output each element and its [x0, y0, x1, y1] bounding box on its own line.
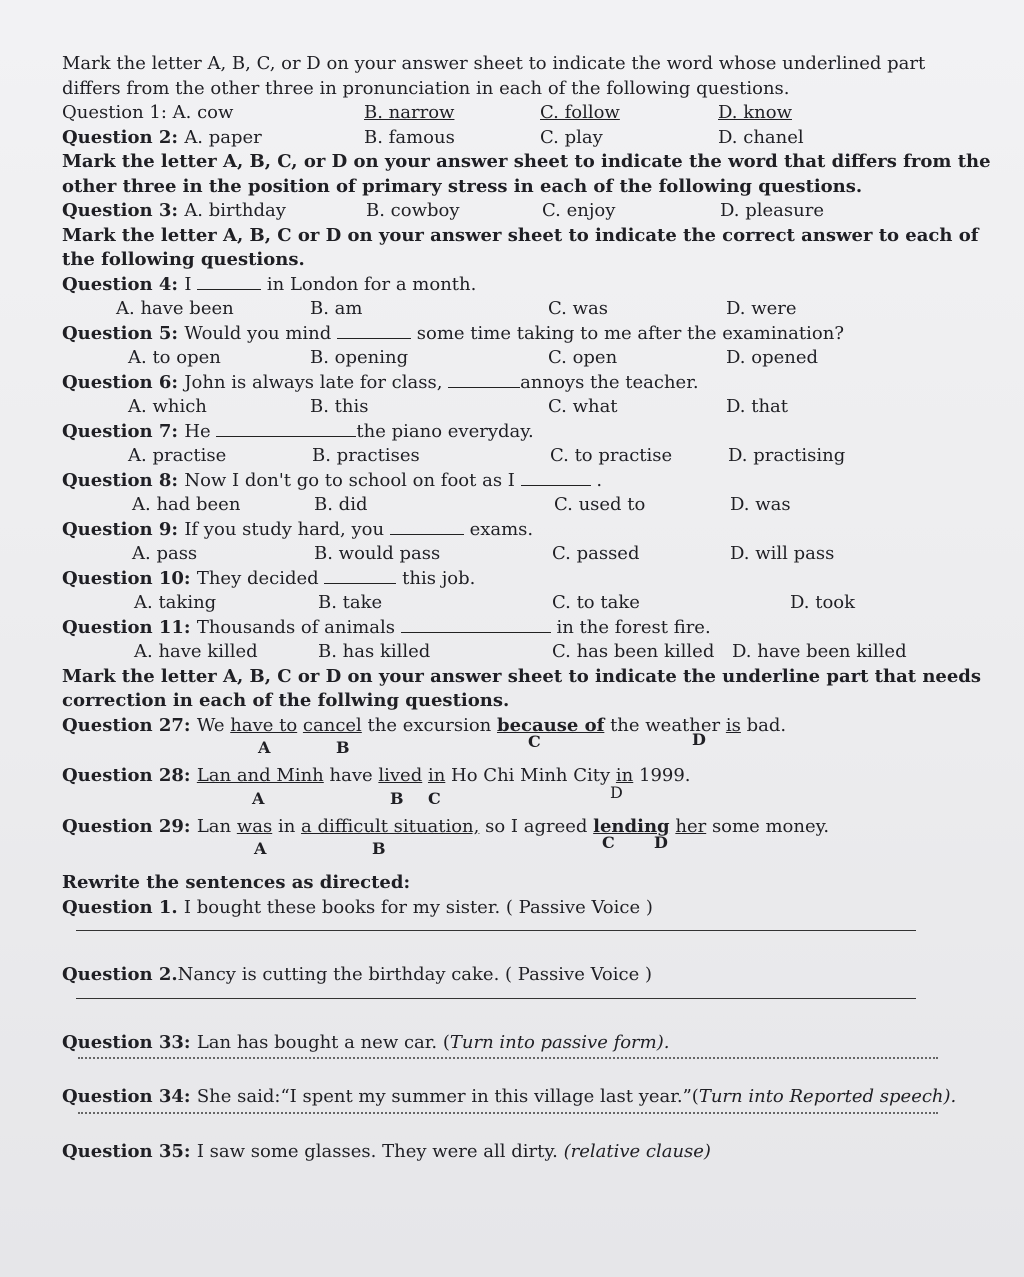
q27-label-b: B	[336, 738, 350, 757]
q27-label-c: C	[528, 732, 541, 751]
q28-label-c: C	[428, 788, 441, 808]
question-34	[62, 1085, 962, 1110]
q9-blank	[390, 518, 464, 535]
q9-option-b: B. would pass	[314, 543, 441, 564]
section2-instruction-line2: other three in the position of primary stress in each of the following questions.	[62, 175, 863, 197]
q6-stem-start: John is always late for class,	[184, 371, 443, 393]
q27-text-3: the weather	[604, 714, 726, 736]
q7-blank	[216, 420, 356, 437]
q10-option-a: A. taking	[134, 592, 217, 613]
q6-option-c: C. what	[548, 396, 618, 417]
q34-instruction: Turn into Reported speech).	[698, 1086, 957, 1107]
q3-option-c: C. enjoy	[542, 200, 616, 221]
q29-text-4: some money.	[706, 815, 830, 837]
q27-part-a: have to	[230, 714, 298, 736]
q1-number: Question 1:	[62, 102, 173, 123]
section2-instruction-line1: Mark the letter A, B, C, or D on your answer sheet to indicate the word that differs from the	[62, 151, 991, 172]
q33-text: Lan has bought a new car. (	[196, 1031, 450, 1053]
q4-number: Question 4:	[62, 273, 185, 295]
question-28	[62, 764, 962, 789]
rewrite-question-1	[62, 896, 962, 921]
q5-option-d: D. opened	[726, 347, 819, 368]
q9-option-d: D. will pass	[730, 543, 835, 564]
question-6-options	[62, 395, 962, 420]
q5-stem-start: Would you mind	[184, 322, 332, 344]
q5-option-b: B. opening	[310, 347, 409, 368]
q8-option-b: B. did	[314, 494, 368, 515]
question-1	[62, 101, 962, 126]
q10-stem-end: this job.	[402, 567, 476, 589]
q11-option-c: C. has been killed	[552, 641, 715, 662]
question-33	[62, 1031, 962, 1056]
section4-instruction-line2: correction in each of the follwing questions.	[62, 690, 510, 711]
q3-option-a: A. birthday	[184, 200, 286, 221]
question-7	[62, 420, 962, 445]
q29-label-c: C	[602, 833, 615, 852]
q4-option-d: D. were	[726, 298, 797, 319]
question-27	[62, 714, 962, 739]
q2-number: Question 2:	[62, 126, 185, 148]
q3-option-b: B. cowboy	[366, 200, 460, 221]
q5-option-c: C. open	[548, 347, 618, 368]
q5-blank	[337, 322, 411, 339]
q4-stem-end: in London for a month.	[266, 273, 477, 295]
q4-option-a: A. have been	[116, 298, 234, 319]
q6-number: Question 6:	[62, 371, 185, 393]
q29-label-a: A	[254, 839, 267, 858]
q27-text-2: the excursion	[361, 714, 497, 736]
question-2	[62, 126, 962, 151]
q8-option-a: A. had been	[132, 494, 241, 515]
q29-text-1: Lan	[196, 815, 237, 837]
q7-option-c: C. to practise	[550, 445, 673, 466]
q2-option-c: C. play	[540, 126, 603, 148]
question-4	[62, 273, 962, 298]
q10-option-b: B. take	[318, 592, 383, 613]
question-11	[62, 616, 962, 641]
q29-text-3: so I agreed	[479, 815, 594, 837]
q10-blank	[324, 567, 396, 584]
q28-text-3: 1999.	[633, 765, 691, 786]
q8-option-d: D. was	[730, 494, 791, 515]
q34-text: She said:“I spent my summer in this village last year.”(	[196, 1086, 699, 1107]
q6-option-d: D. that	[726, 396, 789, 417]
q28-part-a: Lan and Minh	[196, 765, 324, 786]
q28-part-b: lived	[378, 765, 423, 786]
q27-part-d: is	[725, 714, 741, 736]
q1-option-a: A. cow	[172, 102, 234, 123]
section3-instruction-line2: the following questions.	[62, 249, 305, 270]
q5-stem-end: some time taking to me after the examination?	[416, 322, 844, 344]
rq2-text: Nancy is cutting the birthday cake. ( Passive Voice )	[177, 964, 652, 985]
q28-label-a: A	[252, 788, 265, 808]
rewrite-question-2	[62, 963, 962, 988]
q8-number: Question 8:	[62, 469, 185, 491]
q3-option-d: D. pleasure	[720, 200, 824, 221]
q29-label-b: B	[372, 839, 386, 858]
rq2-number: Question 2.	[62, 964, 178, 985]
q35-number: Question 35:	[62, 1140, 197, 1162]
q4-option-b: B. am	[310, 298, 363, 319]
q8-blank	[521, 469, 591, 486]
exercise-document	[62, 52, 991, 1164]
q27-part-b: cancel	[302, 714, 362, 736]
q11-blank	[401, 616, 551, 633]
q6-blank	[448, 371, 520, 388]
q28-part-d: in	[615, 765, 634, 786]
question-3	[62, 199, 962, 224]
q2-option-a: A. paper	[184, 126, 262, 148]
rq1-text: I bought these books for my sister. ( Passive Voice )	[183, 896, 653, 918]
q7-option-a: A. practise	[128, 445, 227, 466]
q8-stem-end: .	[596, 469, 603, 491]
q29-number: Question 29:	[62, 815, 197, 837]
question-5-options	[62, 346, 962, 371]
q27-label-d: D	[692, 730, 706, 749]
section3-instruction-line1: Mark the letter A, B, C or D on your answer sheet to indicate the correct answer to each of	[62, 224, 979, 246]
section1-instruction-line2: differs from the other three in pronunciation in each of the following questions.	[62, 77, 790, 99]
q27-part-c: because of	[496, 714, 605, 736]
question-7-options	[62, 444, 962, 469]
q27-letter-labels	[62, 730, 962, 764]
q4-stem-start: I	[184, 273, 198, 295]
q6-option-b: B. this	[310, 396, 369, 417]
q9-number: Question 9:	[62, 518, 185, 540]
q5-number: Question 5:	[62, 322, 185, 344]
q29-text-2: in	[272, 815, 302, 837]
question-10-options	[62, 591, 962, 616]
q11-stem-end: in the forest fire.	[556, 616, 711, 638]
q4-option-c: C. was	[548, 298, 608, 319]
q8-stem-start: Now I don't go to school on foot as I	[184, 469, 515, 491]
q6-option-a: A. which	[128, 396, 207, 417]
question-9	[62, 518, 962, 543]
q9-stem-start: If you study hard, you	[184, 518, 385, 540]
q11-option-b: B. has killed	[318, 641, 431, 662]
q28-part-c: in	[427, 765, 446, 786]
q1-option-c: C. follow	[540, 102, 620, 123]
q28-label-d: D	[610, 782, 623, 802]
q10-option-d: D. took	[790, 592, 856, 613]
q7-option-d: D. practising	[728, 445, 846, 466]
question-5	[62, 322, 962, 347]
section4-instruction-line1: Mark the letter A, B, C or D on your answer sheet to indicate the underline part that needs	[62, 665, 982, 687]
q2-option-b: B. famous	[364, 126, 455, 148]
q1-option-d: D. know	[718, 102, 792, 123]
question-10	[62, 567, 962, 592]
q29-part-d: her	[675, 815, 707, 837]
q35-text: I saw some glasses. They were all dirty.	[196, 1140, 564, 1162]
q9-option-c: C. passed	[552, 543, 640, 564]
q5-option-a: A. to open	[128, 347, 221, 368]
q11-number: Question 11:	[62, 616, 197, 638]
q27-label-a: A	[258, 738, 271, 757]
q11-option-d: D. have been killed	[732, 641, 907, 662]
q27-text-4: bad.	[740, 714, 787, 736]
q33-instruction: Turn into passive form).	[449, 1031, 670, 1053]
q28-text-1: have	[323, 765, 379, 786]
q10-stem-start: They decided	[196, 567, 319, 589]
question-6	[62, 371, 962, 396]
q3-number: Question 3:	[62, 200, 185, 221]
q10-option-c: C. to take	[552, 592, 640, 613]
q28-number: Question 28:	[62, 765, 197, 786]
q28-label-b: B	[390, 788, 404, 808]
q9-option-a: A. pass	[132, 543, 198, 564]
q28-letter-labels	[62, 782, 962, 815]
q11-stem-start: Thousands of animals	[196, 616, 395, 638]
question-9-options	[62, 542, 962, 567]
q10-number: Question 10:	[62, 567, 197, 589]
question-11-options	[62, 640, 962, 665]
q7-option-b: B. practises	[312, 445, 420, 466]
q7-stem-end: the piano everyday.	[356, 420, 534, 442]
q7-number: Question 7:	[62, 420, 185, 442]
question-35	[62, 1140, 962, 1165]
q27-text-1: We	[196, 714, 231, 736]
q4-blank	[197, 273, 261, 290]
q29-label-d: D	[654, 833, 668, 852]
q34-number: Question 34:	[62, 1086, 197, 1107]
q28-text-2: Ho Chi Minh City	[445, 765, 616, 786]
q11-option-a: A. have killed	[134, 641, 258, 662]
question-8-options	[62, 493, 962, 518]
section5-instruction: Rewrite the sentences as directed:	[62, 872, 411, 893]
q8-option-c: C. used to	[554, 494, 646, 515]
question-8	[62, 469, 962, 494]
question-29	[62, 815, 962, 840]
q35-instruction: (relative clause)	[563, 1140, 711, 1162]
q7-stem-start: He	[184, 420, 217, 442]
section1-instruction-line1: Mark the letter A, B, C, or D on your answer sheet to indicate the word whose underlined part	[62, 53, 926, 74]
q33-number: Question 33:	[62, 1031, 197, 1053]
q6-stem-end: annoys the teacher.	[520, 371, 699, 393]
q1-option-b: B. narrow	[364, 102, 455, 123]
q27-number: Question 27:	[62, 714, 197, 736]
question-4-options	[62, 297, 962, 322]
q2-option-d: D. chanel	[718, 126, 804, 148]
q29-part-c: lending	[593, 815, 670, 837]
q9-stem-end: exams.	[469, 518, 534, 540]
q29-part-b: a difficult situation,	[301, 815, 480, 837]
q29-letter-labels	[62, 833, 962, 865]
rq1-number: Question 1.	[62, 896, 184, 918]
q29-part-a: was	[236, 815, 273, 837]
